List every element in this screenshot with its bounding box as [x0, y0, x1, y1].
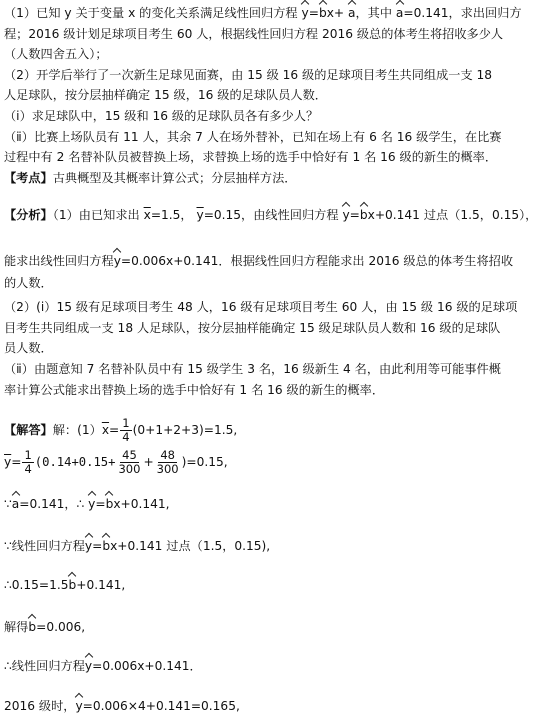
- j4-text-a: ∵线性回归方程: [4, 539, 85, 553]
- y-hat: y: [342, 208, 350, 222]
- q2-part-ii-2: 过程中有 2 名替补队员被替换上场，求替换上场的选手中恰好有 1 名 16 级的新生的概率．: [4, 150, 498, 164]
- jieda-line-5: [4, 578, 125, 593]
- kaodian-tag: 【考点】: [4, 171, 53, 185]
- fenxi-line-1: [4, 208, 537, 223]
- q1-tail-b: =0.141，求出回归方: [403, 6, 522, 20]
- jieda-line-8: [4, 699, 240, 714]
- j5-text-b: +0.141,: [76, 578, 126, 592]
- fenxi-text-a: （1）由已知求出: [52, 208, 140, 222]
- y-hat: y: [301, 6, 309, 20]
- y-hat: y: [88, 497, 96, 511]
- y-hat: y: [84, 659, 93, 673]
- fenxi-text-c: =0.15，由线性回归方程: [203, 208, 339, 222]
- b-hat: b: [68, 578, 77, 592]
- fraction-one-quarter: [120, 417, 131, 444]
- j8-text-a: 2016 级时，: [4, 699, 76, 713]
- fraction-one-quarter: [22, 449, 33, 476]
- fraction-num: 1: [24, 447, 32, 462]
- y-hat: y: [113, 254, 121, 268]
- j7-text-a: ∴线性回归方程: [4, 659, 85, 673]
- b-hat: b: [318, 6, 327, 20]
- q1-tail-a: ，其中: [355, 6, 393, 20]
- y-hat: y: [75, 699, 83, 713]
- j6-text-b: =0.006,: [36, 620, 86, 634]
- because-sign: ∵: [4, 497, 12, 511]
- j3-text-d: x+0.141,: [113, 497, 170, 511]
- eq-sign: =: [92, 539, 103, 553]
- q1-line-3: （人数四舍五入）；: [4, 47, 108, 61]
- y-bar: $\overline{y}$: [4, 455, 12, 469]
- y-bar: $\overline{y}$: [196, 208, 204, 222]
- x-plus: x+: [326, 6, 345, 20]
- x-bar: $\overline{x}$: [101, 423, 110, 437]
- fenxi-text-b: =1.5，: [150, 208, 193, 222]
- q1-line-1: [4, 6, 522, 21]
- j3-text-b: =0.141，∴: [19, 497, 85, 511]
- fraction-den: 300: [156, 461, 179, 476]
- q2-line-1: （2）开学后举行了一次新生足球见面赛，由 15 级 16 级的足球项目考生共同组成一支 18: [4, 68, 493, 82]
- fenxi-line-2: [4, 254, 513, 269]
- x-bar: $\overline{x}$: [143, 208, 151, 222]
- eq-sign: =: [95, 497, 106, 511]
- fraction-den: 300: [118, 461, 141, 476]
- j7-text-b: =0.006x+0.141．: [92, 659, 202, 673]
- b-hat: b: [102, 539, 111, 553]
- sum-expr: (0+1+2+3): [132, 423, 204, 437]
- jieda-line-4: [4, 539, 270, 554]
- a-hat: a: [348, 6, 356, 20]
- jieda-line-6: [4, 620, 85, 635]
- j5-text-a: ∴0.15=1.5: [4, 578, 69, 592]
- jieda-line-3: [4, 497, 170, 512]
- a-hat: a: [11, 497, 20, 511]
- result-1: =1.5,: [203, 423, 238, 437]
- kaodian-line: [4, 171, 297, 186]
- fraction-num: 45: [122, 447, 137, 462]
- eq-sign: =: [349, 208, 360, 222]
- b-hat: b: [359, 208, 368, 222]
- eq-sign: =: [109, 423, 120, 437]
- fraction-num: 1: [122, 415, 130, 430]
- plus-sign: +: [143, 455, 154, 469]
- fenxi2-text-a: 能求出线性回归方程: [4, 254, 114, 268]
- fenxi-line-3: 的人数．: [4, 276, 53, 290]
- fenxi-text-e: x+0.141 过点（1.5，0.15），: [367, 208, 538, 222]
- fenxi-line-7: （ⅱ）由题意知 7 名替补队员中有 15 级学生 3 名，16 级新生 4 名，由此利用等可能事件概: [4, 362, 501, 376]
- kaodian-text: 古典概型及其概率计算公式；分层抽样方法．: [52, 171, 297, 185]
- fraction-48-300: [155, 449, 181, 476]
- fenxi-line-6: 员人数．: [4, 341, 53, 355]
- jieda-text-a: 解：(1）: [52, 423, 102, 437]
- j8-text-b: =0.006×4+0.141=0.165,: [82, 699, 240, 713]
- jieda-line-7: [4, 659, 202, 674]
- jieda-line-2: [4, 448, 228, 476]
- fraction-num: 48: [160, 447, 175, 462]
- b-hat: b: [105, 497, 114, 511]
- q2-part-ii-1: （ⅱ）比赛上场队员有 11 人，其余 7 人在场外替补，已知在场上有 6 名 16 级学生，在比赛: [4, 130, 502, 144]
- q2-line-2: 人足球队，按分层抽样确定 15 级，16 级的足球队员人数．: [4, 88, 327, 102]
- q1-text: （1）已知 y 关于变量 x 的变化关系满足线性回归方程: [4, 6, 298, 20]
- j4-text-c: x+0.141 过点（1.5，0.15),: [110, 539, 271, 553]
- fenxi-line-8: 率计算公式能求出替换上场的选手中恰好有 1 名 16 级的新生的概率．: [4, 383, 385, 397]
- q2-part-i: （ⅰ）求足球队中，15 级和 16 级的足球队员各有多少人？: [4, 109, 319, 123]
- y-hat: y: [84, 539, 93, 553]
- result-2: =0.15,: [186, 455, 228, 469]
- fraction-den: 4: [122, 429, 130, 444]
- fraction-den: 4: [24, 461, 32, 476]
- fraction-45-300: [116, 449, 142, 476]
- fenxi-line-4: （2）(ⅰ）15 级有足球项目考生 48 人，16 级有足球项目考生 60 人，由 15 级 16 级的足球项: [4, 300, 518, 314]
- fenxi-line-5: 目考生共同组成一支 18 人足球队，按分层抽样能确定 15 级足球队员人数和 16 级的足球队: [4, 321, 501, 335]
- fenxi-tag: 【分析】: [4, 208, 53, 222]
- jieda-line-1: [4, 416, 237, 444]
- sum-open: (0.14+0.15+: [34, 455, 116, 469]
- eq-sign: =: [308, 6, 319, 20]
- jieda-tag: 【解答】: [4, 423, 53, 437]
- sum-close: ): [181, 455, 187, 469]
- fenxi2-text-b: =0.006x+0.141．根据线性回归方程能求出 2016 级总的体考生将招收: [120, 254, 514, 268]
- eq-sign: =: [11, 455, 22, 469]
- a-hat-2: a: [395, 6, 404, 20]
- j6-text-a: 解得: [4, 620, 29, 634]
- q1-line-2: 程；2016 级计划足球项目考生 60 人，根据线性回归方程 2016 级总的体考生将招收多少人: [4, 27, 504, 41]
- b-hat: b: [28, 620, 37, 634]
